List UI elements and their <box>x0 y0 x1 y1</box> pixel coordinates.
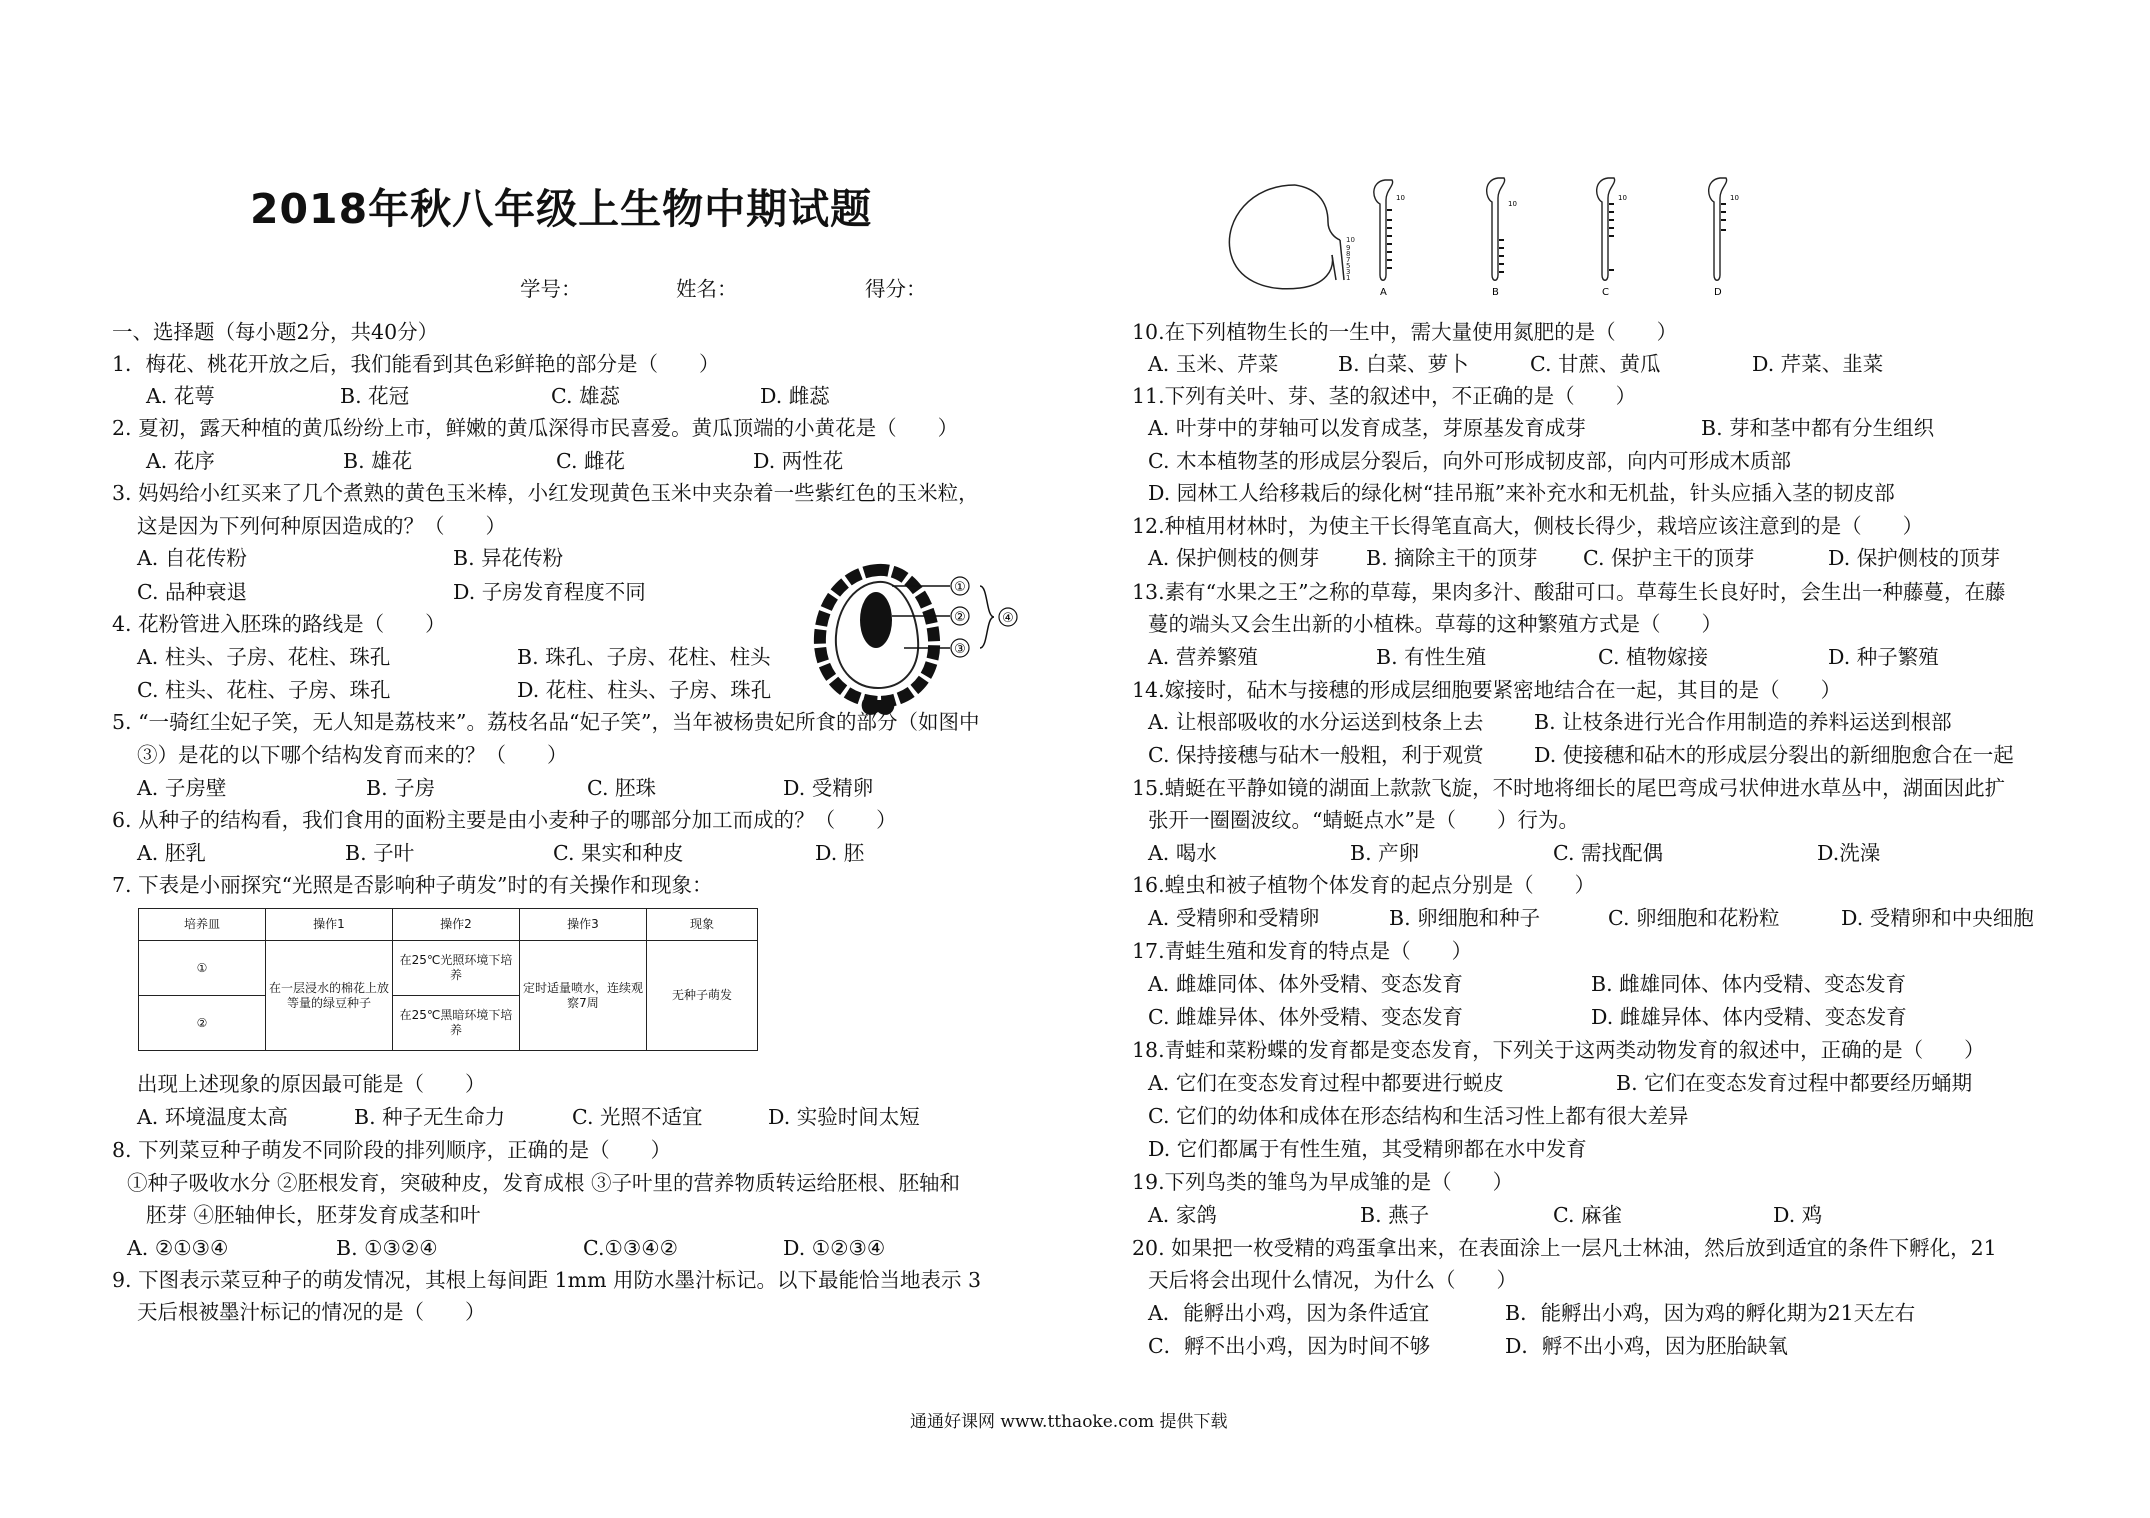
lychee-label-4: ④ <box>1002 611 1014 626</box>
q4-option-a: A. 柱头、子房、花柱、珠孔 <box>137 645 391 669</box>
table-cell-dish: ① <box>139 941 266 996</box>
q8-option-c: C.①③④② <box>583 1236 678 1260</box>
q8-option-a: A. ②①③④ <box>127 1236 229 1260</box>
q1-option-d: D. 雌蕊 <box>760 384 830 408</box>
q10-option-c: C. 甘蔗、黄瓜 <box>1530 352 1661 376</box>
q7-option-a: A. 环境温度太高 <box>137 1105 288 1129</box>
q17-option-a: A. 雌雄同体、体外受精、变态发育 <box>1148 972 1463 996</box>
q7-option-c: C. 光照不适宜 <box>572 1105 703 1129</box>
question-13-line1: 13.素有“水果之王”之称的草莓，果肉多汁、酸甜可口。草莓生长良好时，会生出一种藤蔓，在藤 <box>1132 580 2006 604</box>
q4-option-b: B. 珠孔、子房、花柱、柱头 <box>517 645 771 669</box>
question-8-line3: 胚芽 ④胚轴伸长，胚芽发育成茎和叶 <box>146 1203 481 1227</box>
table-cell-dish: ② <box>139 996 266 1051</box>
root-label-d: D <box>1714 287 1722 298</box>
question-8: 8. 下列菜豆种子萌发不同阶段的排列顺序，正确的是（ ） <box>112 1138 672 1162</box>
question-17: 17.青蛙生殖和发育的特点是（ ） <box>1132 939 1473 963</box>
table-header: 操作1 <box>266 909 393 941</box>
question-13-line2: 蔓的端头又会生出新的小植株。草莓的这种繁殖方式是（ ） <box>1148 612 1722 636</box>
q4-option-c: C. 柱头、花柱、子房、珠孔 <box>137 678 391 702</box>
student-no-label: 学号： <box>520 277 582 301</box>
question-9-line1: 9. 下图表示菜豆种子的萌发情况，其根上每间距 1mm 用防水墨汁标记。以下最能恰当地表示 3 <box>112 1268 982 1292</box>
table-cell-op2: 在25℃黑暗环境下培养 <box>393 996 520 1051</box>
q13-option-d: D. 种子繁殖 <box>1828 645 1939 669</box>
q3-option-c: C. 品种衰退 <box>137 580 247 604</box>
q4-option-d: D. 花柱、柱头、子房、珠孔 <box>517 678 772 702</box>
q13-option-b: B. 有性生殖 <box>1376 645 1487 669</box>
table-header: 操作3 <box>520 909 647 941</box>
question-16: 16.蝗虫和被子植物个体发育的起点分别是（ ） <box>1132 873 1596 897</box>
q7-option-d: D. 实验时间太短 <box>768 1105 920 1129</box>
lychee-label-3: ③ <box>954 642 966 657</box>
q14-option-c: C. 保持接穗与砧木一般粗，利于观赏 <box>1148 743 1484 767</box>
question-15-line2: 张开一圈圈波纹。“蜻蜓点水”是（ ）行为。 <box>1148 808 1579 832</box>
q2-option-a: A. 花序 <box>146 449 215 473</box>
svg-text:5: 5 <box>1346 262 1351 270</box>
q16-option-d: D. 受精卵和中央细胞 <box>1841 906 2034 930</box>
q19-option-d: D. 鸡 <box>1773 1203 1823 1227</box>
q8-option-d: D. ①②③④ <box>783 1236 886 1260</box>
q5-option-a: A. 子房壁 <box>137 776 227 800</box>
q16-option-b: B. 卵细胞和种子 <box>1389 906 1541 930</box>
q15-option-b: B. 产卵 <box>1350 841 1420 865</box>
q15-option-d: D.洗澡 <box>1817 841 1881 865</box>
q18-option-b: B. 它们在变态发育过程中都要经历蛹期 <box>1616 1071 1973 1095</box>
q5-option-c: C. 胚珠 <box>587 776 656 800</box>
q1-option-b: B. 花冠 <box>340 384 410 408</box>
q13-option-a: A. 营养繁殖 <box>1148 645 1258 669</box>
question-2: 2. 夏初，露天种植的黄瓜纷纷上市，鲜嫩的黄瓜深得市民喜爱。黄瓜顶端的小黄花是（ ） <box>112 416 959 440</box>
q16-option-a: A. 受精卵和受精卵 <box>1148 906 1320 930</box>
section-heading: 一、选择题（每小题2分，共40分） <box>112 320 439 344</box>
q14-option-a: A. 让根部吸收的水分运送到枝条上去 <box>1148 710 1484 734</box>
question-12: 12.种植用材林时，为使主干长得笔直高大，侧枝长得少，栽培应该注意到的是（ ） <box>1132 514 1924 538</box>
q2-option-b: B. 雄花 <box>343 449 413 473</box>
question-7-followup: 出现上述现象的原因最可能是（ ） <box>137 1072 486 1096</box>
table-cell-op3: 定时适量喷水，连续观察7周 <box>520 941 647 1051</box>
q10-option-d: D. 芹菜、韭菜 <box>1752 352 1884 376</box>
question-5-line1: 5. “一骑红尘妃子笑，无人知是荔枝来”。荔枝名品“妃子笑”，当年被杨贵妃所食的部分（如图中 <box>112 710 980 734</box>
question-3-line2: 这是因为下列何种原因造成的？（ ） <box>137 514 506 538</box>
q12-option-a: A. 保护侧枝的侧芽 <box>1148 546 1320 570</box>
svg-text:9: 9 <box>1346 244 1351 252</box>
score-label: 得分： <box>865 277 927 301</box>
svg-text:8: 8 <box>1346 250 1351 258</box>
lychee-diagram <box>808 560 1028 720</box>
q20-option-c: C．孵不出小鸡，因为时间不够 <box>1148 1334 1431 1358</box>
svg-text:10: 10 <box>1730 194 1739 202</box>
name-label: 姓名： <box>676 277 738 301</box>
q2-option-c: C. 雌花 <box>556 449 625 473</box>
question-15-line1: 15.蜻蜓在平静如镜的湖面上款款飞旋，不时地将细长的尾巴弯成弓状伸进水草丛中，湖面因此扩 <box>1132 776 2006 800</box>
lychee-label-1: ① <box>954 580 966 595</box>
question-18: 18.青蛙和菜粉蝶的发育都是变态发育，下列关于这两类动物发育的叙述中，正确的是（ ） <box>1132 1038 1985 1062</box>
table-header: 培养皿 <box>139 909 266 941</box>
q6-option-b: B. 子叶 <box>345 841 415 865</box>
q20-option-d: D．孵不出小鸡，因为胚胎缺氧 <box>1505 1334 1788 1358</box>
q11-option-b: B. 芽和茎中都有分生组织 <box>1701 416 1935 440</box>
svg-text:10: 10 <box>1346 236 1355 244</box>
q3-option-d: D. 子房发育程度不同 <box>453 580 646 604</box>
question-10: 10.在下列植物生长的一生中，需大量使用氮肥的是（ ） <box>1132 320 1678 344</box>
svg-text:10: 10 <box>1396 194 1405 202</box>
svg-text:7: 7 <box>1346 256 1351 264</box>
table-cell-result: 无种子萌发 <box>647 941 758 1051</box>
lychee-label-2: ② <box>954 610 966 625</box>
q12-option-b: B. 摘除主干的顶芽 <box>1366 546 1538 570</box>
question-5-line2: ③）是花的以下哪个结构发育而来的？（ ） <box>137 743 568 767</box>
q2-option-d: D. 两性花 <box>753 449 844 473</box>
q19-option-b: B. 燕子 <box>1360 1203 1430 1227</box>
q10-option-a: A. 玉米、芹菜 <box>1148 352 1279 376</box>
table-header: 现象 <box>647 909 758 941</box>
q1-option-c: C. 雄蕊 <box>551 384 620 408</box>
svg-text:1: 1 <box>1346 274 1351 282</box>
q19-option-c: C. 麻雀 <box>1553 1203 1622 1227</box>
question-6: 6. 从种子的结构看，我们食用的面粉主要是由小麦种子的哪部分加工而成的？（ ） <box>112 808 897 832</box>
q6-option-a: A. 胚乳 <box>137 841 206 865</box>
q16-option-c: C. 卵细胞和花粉粒 <box>1608 906 1780 930</box>
q15-option-a: A. 喝水 <box>1148 841 1217 865</box>
question-7: 7. 下表是小丽探究“光照是否影响种子萌发”时的有关操作和现象： <box>112 873 713 897</box>
q20-option-a: A．能孵出小鸡，因为条件适宜 <box>1148 1301 1430 1325</box>
q11-option-a: A. 叶芽中的芽轴可以发育成茎，芽原基发育成芽 <box>1148 416 1586 440</box>
q11-option-c: C. 木本植物茎的形成层分裂后，向外可形成韧皮部，向内可形成木质部 <box>1148 449 1791 473</box>
q6-option-d: D. 胚 <box>815 841 865 865</box>
question-19: 19.下列鸟类的雏鸟为早成雏的是（ ） <box>1132 1170 1514 1194</box>
q18-option-d: D. 它们都属于有性生殖，其受精卵都在水中发育 <box>1148 1137 1587 1161</box>
question-20-line1: 20. 如果把一枚受精的鸡蛋拿出来，在表面涂上一层凡士林油，然后放到适宜的条件下孵化，21 <box>1132 1236 1997 1260</box>
table-cell-op1: 在一层浸水的棉花上放等量的绿豆种子 <box>266 941 393 1051</box>
table-cell-op2: 在25℃光照环境下培养 <box>393 941 520 996</box>
q20-option-b: B．能孵出小鸡，因为鸡的孵化期为21天左右 <box>1505 1301 1916 1325</box>
question-4: 4. 花粉管进入胚珠的路线是（ ） <box>112 612 446 636</box>
question-11: 11.下列有关叶、芽、茎的叙述中，不正确的是（ ） <box>1132 384 1637 408</box>
question-14: 14.嫁接时，砧木与接穗的形成层细胞要紧密地结合在一起，其目的是（ ） <box>1132 678 1842 702</box>
svg-text:10: 10 <box>1508 200 1517 208</box>
page-title: 2018年秋八年级上生物中期试题 <box>250 185 873 233</box>
q18-option-c: C. 它们的幼体和成体在形态结构和生活习性上都有很大差异 <box>1148 1104 1689 1128</box>
q1-option-a: A. 花萼 <box>146 384 215 408</box>
q13-option-c: C. 植物嫁接 <box>1598 645 1708 669</box>
q3-option-a: A. 自花传粉 <box>137 546 247 570</box>
q14-option-b: B. 让枝条进行光合作用制造的养料运送到根部 <box>1534 710 1952 734</box>
question-20-line2: 天后将会出现什么情况，为什么（ ） <box>1148 1268 1517 1292</box>
q14-option-d: D. 使接穗和砧木的形成层分裂出的新细胞愈合在一起 <box>1534 743 2014 767</box>
q6-option-c: C. 果实和种皮 <box>553 841 684 865</box>
experiment-table <box>138 908 758 1051</box>
svg-text:3: 3 <box>1346 268 1351 276</box>
root-label-c: C <box>1602 287 1609 298</box>
q17-option-c: C. 雌雄异体、体外受精、变态发育 <box>1148 1005 1463 1029</box>
question-3-line1: 3. 妈妈给小红买来了几个煮熟的黄色玉米棒，小红发现黄色玉米中夹杂着一些紫红色的玉米粒， <box>112 481 979 505</box>
question-8-line2: ①种子吸收水分 ②胚根发育，突破种皮，发育成根 ③子叶里的营养物质转运给胚根、胚轴和 <box>127 1171 961 1195</box>
q5-option-b: B. 子房 <box>366 776 436 800</box>
footer-credit: 通通好课网 www.tthaoke.com 提供下载 <box>910 1412 1228 1432</box>
q17-option-d: D. 雌雄异体、体内受精、变态发育 <box>1591 1005 1907 1029</box>
root-label-a: A <box>1380 287 1387 298</box>
q7-option-b: B. 种子无生命力 <box>354 1105 506 1129</box>
question-1: 1．梅花、桃花开放之后，我们能看到其色彩鲜艳的部分是（ ） <box>112 352 720 376</box>
root-label-b: B <box>1492 287 1499 298</box>
q5-option-d: D. 受精卵 <box>783 776 874 800</box>
question-9-line2: 天后根被墨汁标记的情况的是（ ） <box>137 1300 486 1324</box>
q10-option-b: B. 白菜、萝卜 <box>1338 352 1469 376</box>
q8-option-b: B. ①③②④ <box>336 1236 438 1260</box>
table-header: 操作2 <box>393 909 520 941</box>
q11-option-d: D. 园林工人给移栽后的绿化树“挂吊瓶”来补充水和无机盐，针头应插入茎的韧皮部 <box>1148 481 1895 505</box>
svg-text:10: 10 <box>1618 194 1627 202</box>
q17-option-b: B. 雌雄同体、体内受精、变态发育 <box>1591 972 1907 996</box>
q18-option-a: A. 它们在变态发育过程中都要进行蜕皮 <box>1148 1071 1504 1095</box>
q3-option-b: B. 异花传粉 <box>453 546 564 570</box>
q19-option-a: A. 家鸽 <box>1148 1203 1217 1227</box>
seedling-root-diagram <box>1220 170 1780 300</box>
q12-option-c: C. 保护主干的顶芽 <box>1583 546 1755 570</box>
q15-option-c: C. 需找配偶 <box>1553 841 1663 865</box>
q12-option-d: D. 保护侧枝的顶芽 <box>1828 546 2001 570</box>
